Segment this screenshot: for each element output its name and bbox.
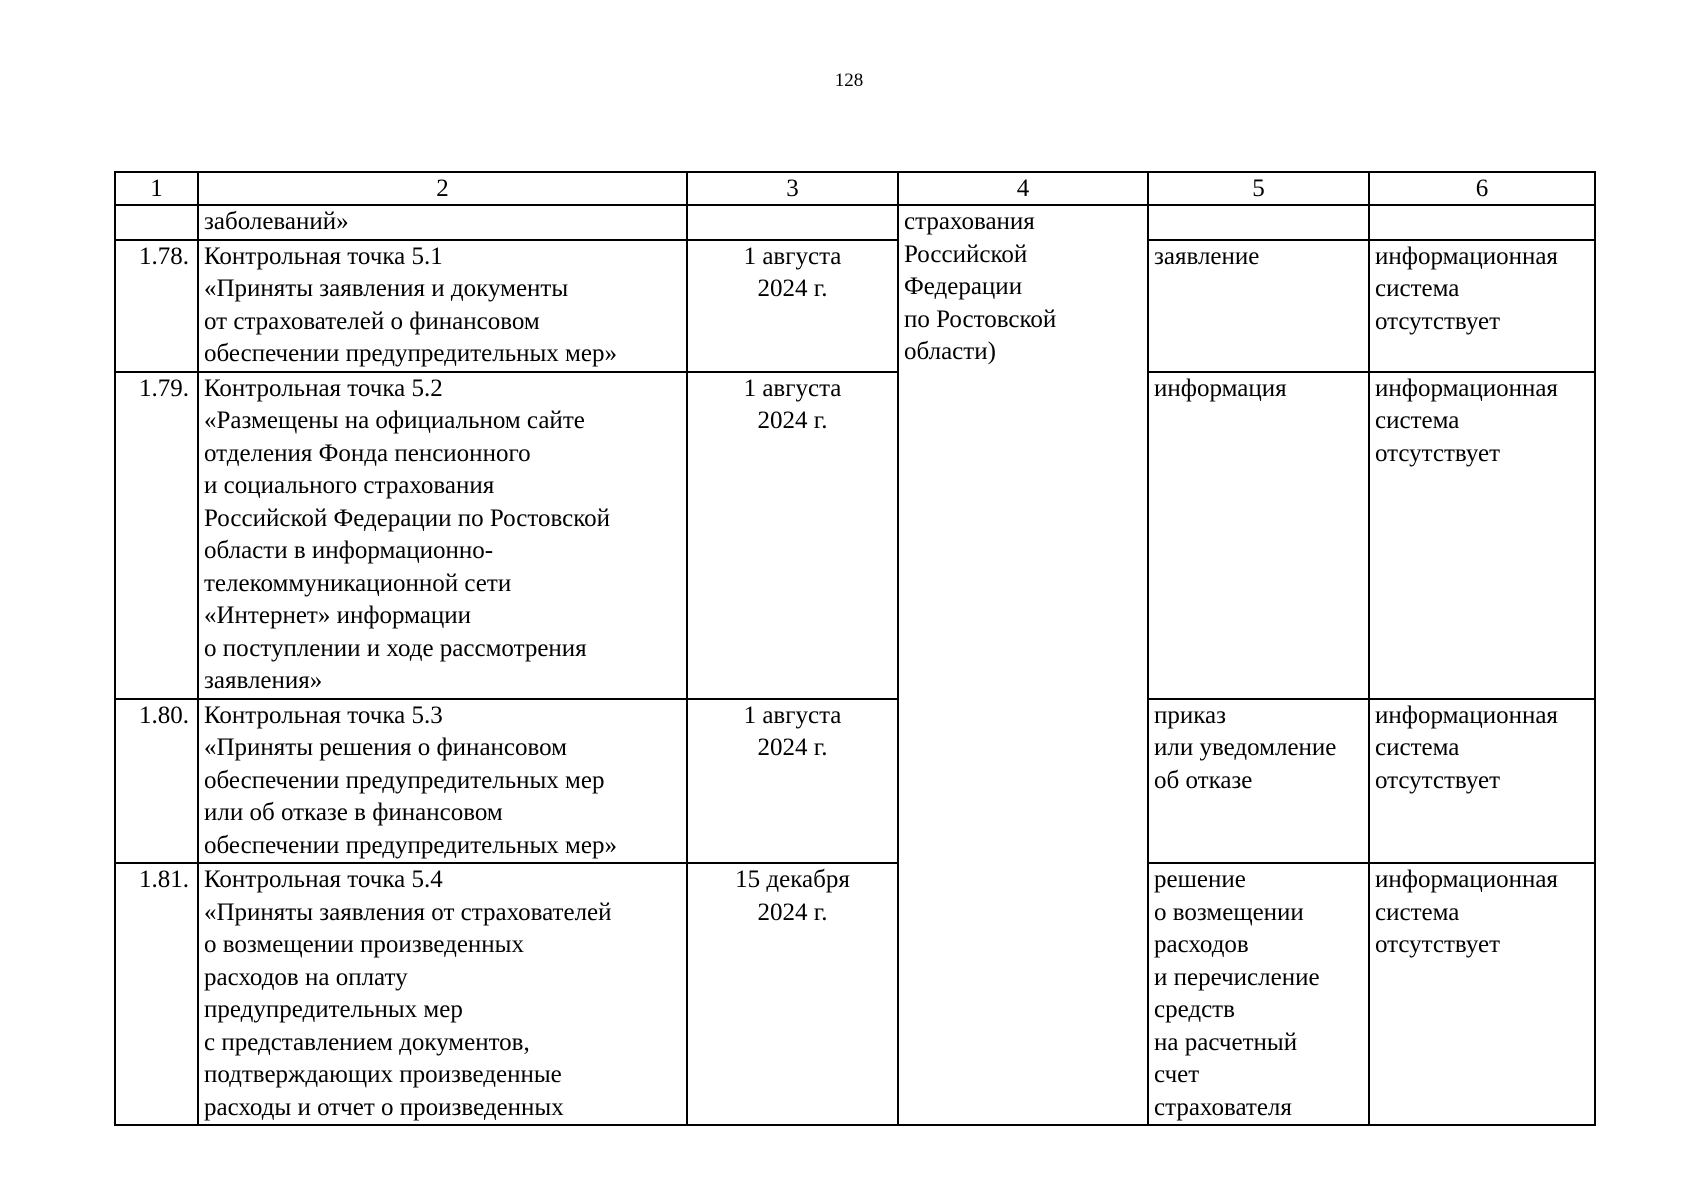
date-cell: 1 августа 2024 г.: [687, 372, 898, 699]
system-cell: информационная система отсутствует: [1369, 863, 1595, 1125]
column-header: 5: [1148, 172, 1369, 205]
title-cell: Контрольная точка 5.3 «Приняты решения о финансовом обеспечении предупредительных мер или об отказе в финансовом обеспечении предупредительных мер»: [198, 699, 687, 864]
column-header: 4: [898, 172, 1148, 205]
date-cell: 1 августа 2024 г.: [687, 240, 898, 372]
document-cell: [1148, 205, 1369, 240]
title-cell: Контрольная точка 5.2 «Размещены на официальном сайте отделения Фонда пенсионного и социального страхования Российской Федерации по Ростовской области в информационно- телекоммуникационной сети «Интернет» информации о поступлении и ходе рассмотрения заявления»: [198, 372, 687, 699]
document-cell: заявление: [1148, 240, 1369, 372]
title-cell: Контрольная точка 5.4 «Приняты заявления от страхователей о возмещении произведенных расходов на оплату предупредительных мер с представлением документов, подтверждающих произведенные расходы и отчет о произведенных: [198, 863, 687, 1125]
number-cell: 1.80.: [115, 699, 198, 864]
table-row: [115, 240, 1595, 372]
system-cell: информационная система отсутствует: [1369, 699, 1595, 864]
title-cell: Контрольная точка 5.1 «Приняты заявления и документы от страхователей о финансовом обеспечении предупредительных мер»: [198, 240, 687, 372]
document-cell: решение о возмещении расходов и перечисление средств на расчетный счет страхователя: [1148, 863, 1369, 1125]
number-cell: 1.81.: [115, 863, 198, 1125]
system-cell: информационная система отсутствует: [1369, 240, 1595, 372]
table-row: [115, 699, 1595, 864]
page-number: 128: [834, 70, 864, 91]
number-cell: [115, 205, 198, 240]
date-cell: 1 августа 2024 г.: [687, 699, 898, 864]
column-header: 6: [1369, 172, 1595, 205]
date-cell: [687, 205, 898, 240]
table-row: [115, 372, 1595, 699]
column-header: 1: [115, 172, 198, 205]
document-cell: информация: [1148, 372, 1369, 699]
column-header: 2: [198, 172, 687, 205]
table-row: [115, 863, 1595, 1125]
date-cell: 15 декабря 2024 г.: [687, 863, 898, 1125]
number-cell: 1.79.: [115, 372, 198, 699]
schedule-table: [114, 171, 1596, 1126]
responsible-cell: страхования Российской Федерации по Ростовской области): [898, 205, 1148, 1125]
document-cell: приказ или уведомление об отказе: [1148, 699, 1369, 864]
title-cell: заболеваний»: [198, 205, 687, 240]
table-header-row: [115, 172, 1595, 205]
number-cell: 1.78.: [115, 240, 198, 372]
system-cell: информационная система отсутствует: [1369, 372, 1595, 699]
column-header: 3: [687, 172, 898, 205]
table-row: [115, 205, 1595, 240]
system-cell: [1369, 205, 1595, 240]
